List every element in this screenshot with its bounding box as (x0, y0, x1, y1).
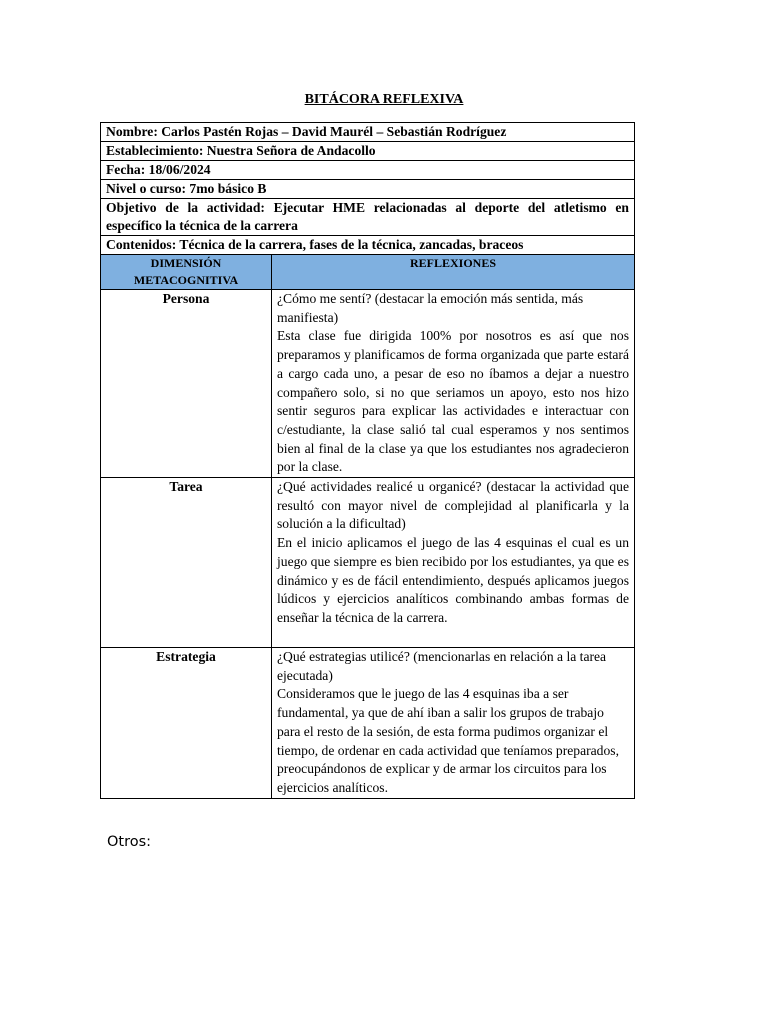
reflection-cell (272, 478, 635, 648)
table-header-row (101, 255, 635, 290)
info-name: Nombre: Carlos Pastén Rojas – David Maurél – Sebastián Rodríguez (101, 123, 635, 142)
info-objective: Objetivo de la actividad: Ejecutar HME relacionadas al deporte del atletismo en específico la técnica de la carrera (101, 199, 635, 236)
reflection-answer: En el inicio aplicamos el juego de las 4 esquinas el cual es un juego que siempre es bien recibido por los estudiantes, ya que es dinámico y es de fácil entendimiento, después aplicamos juegos lúdicos y ejercicios analíticos combinando ambas formas de enseñar la técnica de la carrera. (277, 535, 629, 625)
table-row (101, 290, 635, 478)
dimension-estrategia: Estrategia (101, 648, 272, 799)
reflection-table (100, 122, 635, 799)
info-row-school (101, 142, 635, 161)
others-label: Otros: (107, 834, 152, 850)
reflection-answer: Consideramos que le juego de las 4 esquinas iba a ser fundamental, ya que de ahí iban a salir los grupos de trabajo para el resto de la sesión, de esta forma pudimos organizar el tiempo, de ordenar en cada actividad que teníamos preparados, preocupándonos de explicar y de armar los circuitos para los ejercicios analíticos. (277, 686, 619, 795)
table-row (101, 478, 635, 648)
reflection-cell (272, 290, 635, 478)
info-row-name (101, 123, 635, 142)
info-row-date (101, 161, 635, 180)
info-level: Nivel o curso: 7mo básico B (101, 180, 635, 199)
info-school: Establecimiento: Nuestra Señora de Andacollo (101, 142, 635, 161)
reflection-question: ¿Qué estrategias utilicé? (mencionarlas en relación a la tarea ejecutada) (277, 649, 607, 683)
header-reflections: REFLEXIONES (272, 255, 635, 290)
info-date: Fecha: 18/06/2024 (101, 161, 635, 180)
reflection-answer: Esta clase fue dirigida 100% por nosotros es así que nos preparamos y planificamos de forma organizada que parte estará a cargo cada uno, a pesar de eso no íbamos a dejar a nuestro compañero solo, si no que seriamos un apoyo, esto nos hizo sentir seguros para explicar las actividades e interactuar con c/estudiante, la clase salió tal cual esperamos y nos sentimos bien al final de la clase ya que los estudiantes nos agradecieron por la clase. (277, 328, 629, 475)
document-title: BITÁCORA REFLEXIVA (304, 92, 464, 107)
reflection-question: ¿Cómo me sentí? (destacar la emoción más sentida, más manifiesta) (277, 291, 584, 325)
dimension-tarea: Tarea (101, 478, 272, 648)
dimension-persona: Persona (101, 290, 272, 478)
info-row-objective (101, 199, 635, 236)
reflection-question: ¿Qué actividades realicé u organicé? (destacar la actividad que resultó con mayor nivel de complejidad al planificarla y la solución a la dificultad) (277, 479, 629, 532)
header-dimension: DIMENSIÓN METACOGNITIVA (101, 255, 272, 290)
info-contents: Contenidos: Técnica de la carrera, fases de la técnica, zancadas, braceos (101, 236, 635, 255)
info-row-level (101, 180, 635, 199)
info-row-contents (101, 236, 635, 255)
reflection-cell (272, 648, 635, 799)
table-row (101, 648, 635, 799)
